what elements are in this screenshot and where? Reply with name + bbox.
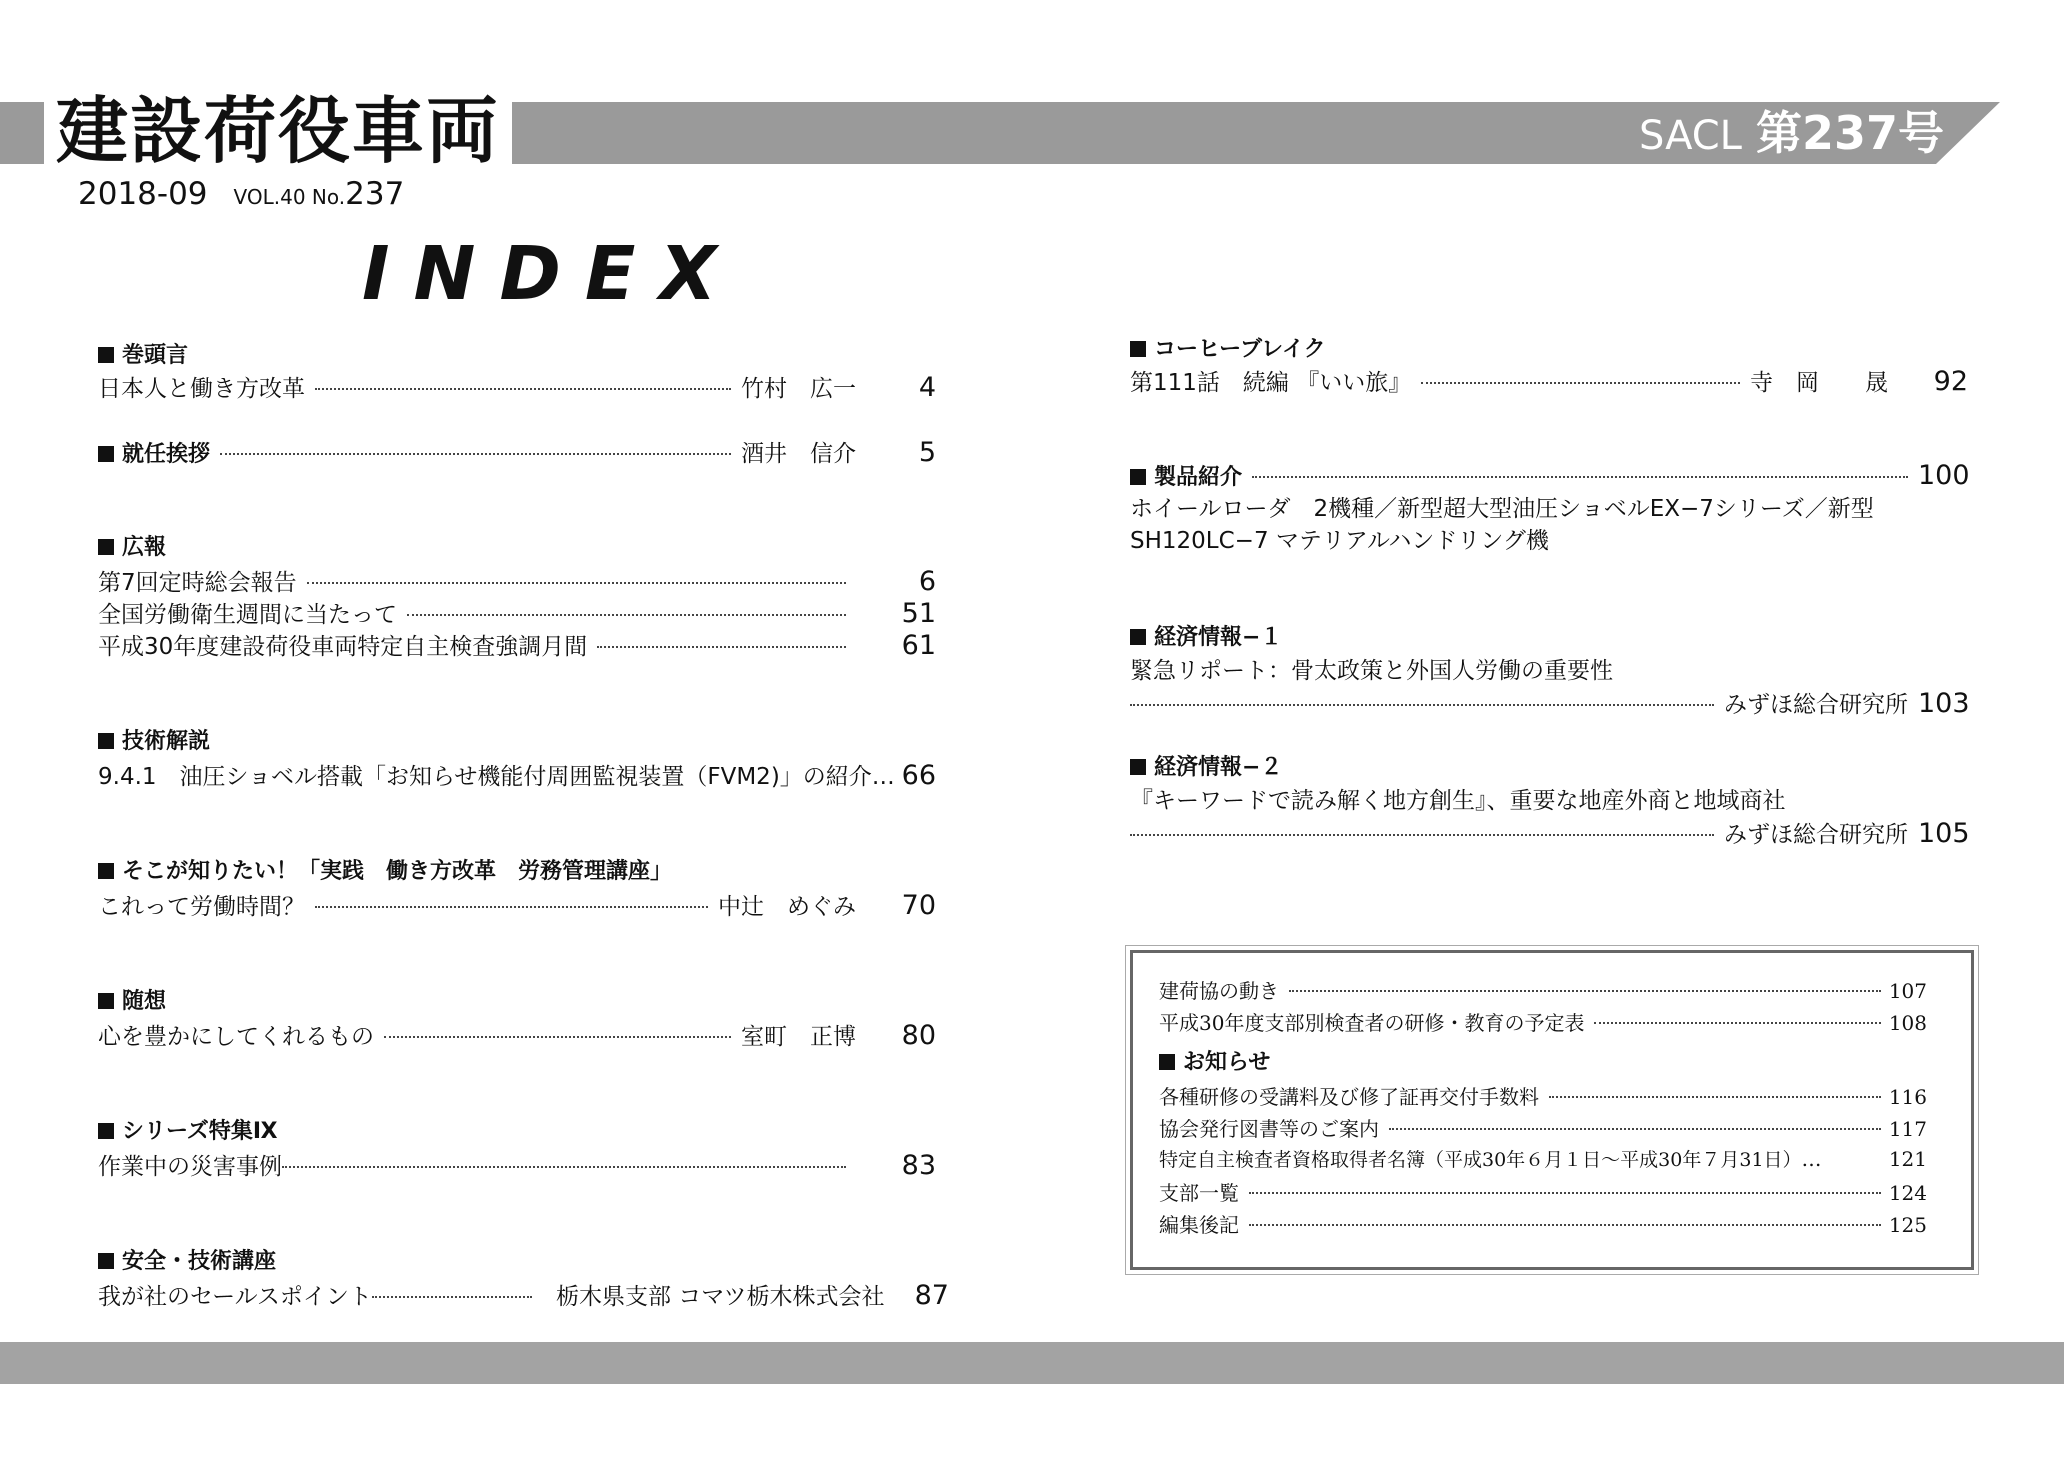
entry-label: 平成30年度建設荷役車両特定自主検査強調月間	[98, 634, 588, 660]
bullet-square-icon	[1130, 629, 1146, 645]
leader-dots	[315, 388, 731, 390]
leader-dots	[597, 646, 846, 648]
entry-author: 室町 正博	[741, 1024, 856, 1050]
entry-label: 平成30年度支部別検査者の研修・教育の予定表	[1159, 1011, 1585, 1035]
section-head-keizai2: 経済情報−２	[1130, 750, 1282, 781]
section-head-shuninaisatsu: 就任挨拶	[98, 437, 210, 468]
entry-page: 4	[918, 372, 936, 403]
entry-label: 各種研修の受講料及び修了証再交付手数料	[1159, 1085, 1539, 1109]
toc-entry[interactable]	[98, 564, 936, 597]
entry-page: 108	[1888, 1011, 1927, 1035]
leader-dots	[1421, 382, 1740, 384]
leader-dots	[1130, 834, 1714, 836]
footer-band	[0, 1342, 2064, 1384]
section-head-anzen: 安全・技術講座	[98, 1244, 276, 1275]
notice-box	[1130, 950, 1974, 1270]
entry-label: 日本人と働き方改革	[98, 376, 305, 402]
entry-page: 6	[918, 566, 936, 597]
leader-dots	[384, 1036, 731, 1038]
bullet-square-icon	[98, 1123, 114, 1139]
bullet-square-icon	[98, 1253, 114, 1269]
section-head-oshirase: お知らせ	[1159, 1045, 1270, 1076]
economy-1-title: 緊急リポート：骨太政策と外国人労働の重要性	[1130, 658, 1613, 684]
section-head-gijutsukaisetsu: 技術解説	[98, 724, 210, 755]
entry-author: みずほ総合研究所	[1724, 692, 1908, 718]
section-head-zuisou: 随想	[98, 984, 166, 1015]
entry-page: 121	[1888, 1147, 1927, 1171]
entry-page: 105	[1918, 818, 1970, 849]
economy-2-title: 『キーワードで読み解く地方創生』、重要な地産外商と地域商社	[1130, 788, 1786, 814]
toc-entry[interactable]	[1159, 975, 1927, 1004]
leader-dots	[1252, 476, 1908, 478]
entry-page: 70	[901, 890, 936, 921]
entry-page: 116	[1888, 1085, 1927, 1109]
entry-label: 建荷協の動き	[1159, 979, 1279, 1003]
toc-entry[interactable]	[98, 1148, 936, 1181]
toc-entry[interactable]	[1159, 1113, 1927, 1142]
leader-dots	[1249, 1192, 1881, 1194]
entry-page: 51	[901, 598, 936, 629]
issue-number: 第237号	[1755, 106, 1944, 160]
entry-label: 我が社のセールスポイント	[98, 1284, 372, 1310]
entry-label: 特定自主検査者資格取得者名簿（平成30年６月１日〜平成30年７月31日）	[1159, 1149, 1802, 1171]
bullet-square-icon	[98, 863, 114, 879]
toc-entry[interactable]	[98, 758, 936, 791]
leader-dots	[1549, 1096, 1881, 1098]
bullet-square-icon	[98, 446, 114, 462]
entry-label: 9.4.1 油圧ショベル搭載「お知らせ機能付周囲監視装置（FVM2)」の紹介…	[98, 764, 895, 790]
entry-page: 80	[901, 1020, 936, 1051]
volume-number: 237	[345, 176, 405, 212]
section-head-kantougen: 巻頭言	[98, 338, 188, 369]
entry-label: これって労働時間？	[98, 894, 305, 920]
entry-page: 61	[901, 630, 936, 661]
bullet-square-icon	[1130, 759, 1146, 775]
entry-page: 103	[1918, 688, 1970, 719]
bullet-square-icon	[98, 347, 114, 363]
leader-dots	[1130, 704, 1714, 706]
leader-dots	[372, 1296, 532, 1298]
toc-entry[interactable]	[1130, 364, 1968, 397]
section-head-keizai1: 経済情報−１	[1130, 620, 1282, 651]
bullet-square-icon	[1130, 341, 1146, 357]
toc-entry[interactable]: 特定自主検査者資格取得者名簿（平成30年６月１日〜平成30年７月31日） … 121	[1159, 1147, 1927, 1171]
issue-badge	[1639, 102, 1944, 164]
dateline	[78, 176, 404, 212]
entry-page: 107	[1888, 979, 1927, 1003]
leader-dots	[407, 614, 846, 616]
leader-dots	[1389, 1128, 1881, 1130]
issue-prefix: SACL	[1638, 113, 1742, 159]
entry-label: 編集後記	[1159, 1213, 1239, 1237]
entry-author: 寺 岡 晟	[1750, 370, 1888, 396]
volume-label: VOL.40 No.	[233, 185, 346, 209]
entry-label: 協会発行図書等のご案内	[1159, 1117, 1379, 1141]
toc-entry[interactable]	[98, 628, 936, 661]
toc-entry[interactable]	[1159, 1209, 1927, 1238]
leader-dots	[1289, 990, 1881, 992]
leader-dots	[315, 906, 708, 908]
toc-entry[interactable]	[1159, 1081, 1927, 1110]
toc-entry[interactable]	[1130, 460, 1968, 491]
magazine-title: 建設荷役車両	[44, 92, 512, 170]
product-line-1: ホイールローダ 2機種／新型超大型油圧ショベルEX−7シリーズ／新型	[1130, 496, 1874, 522]
bullet-square-icon	[98, 993, 114, 1009]
toc-entry[interactable]	[98, 370, 936, 403]
entry-author: 中辻 めぐみ	[718, 894, 856, 920]
entry-label: 作業中の災害事例	[98, 1154, 282, 1180]
entry-label: 第111話 続編 『いい旅』	[1130, 370, 1412, 396]
toc-entry[interactable]	[1159, 1007, 1927, 1036]
toc-entry[interactable]	[98, 1278, 949, 1311]
entry-page: 66	[901, 760, 936, 791]
bullet-square-icon	[1130, 469, 1146, 485]
entry-author: 竹村 広一	[741, 376, 856, 402]
entry-page: 124	[1888, 1181, 1927, 1205]
entry-page: 92	[1933, 366, 1968, 397]
issue-date: 2018-09	[78, 176, 208, 212]
entry-label: 支部一覧	[1159, 1181, 1239, 1205]
entry-page: 87	[914, 1280, 949, 1311]
section-head-coffeebreak: コーヒーブレイク	[1130, 332, 1326, 363]
entry-page: 100	[1918, 460, 1970, 491]
entry-page: 117	[1888, 1117, 1927, 1141]
entry-author: 酒井 信介	[741, 441, 856, 467]
entry-page: 125	[1888, 1213, 1927, 1237]
leader-dots	[307, 582, 846, 584]
entry-page: 5	[918, 437, 936, 468]
toc-entry[interactable]	[1130, 686, 1968, 719]
index-title: INDEX	[362, 231, 741, 317]
leader-dots	[1249, 1224, 1881, 1226]
entry-label: 全国労働衛生週間に当たって	[98, 602, 397, 628]
toc-entry[interactable]	[98, 596, 936, 629]
product-line-2: SH120LC−7 マテリアルハンドリング機	[1130, 528, 1549, 554]
toc-entry[interactable]	[1130, 816, 1968, 849]
section-head-seihinshoukai: 製品紹介	[1130, 460, 1242, 491]
entry-author: みずほ総合研究所	[1724, 822, 1908, 848]
section-head-kouhou: 広報	[98, 530, 166, 561]
leader-dots	[1594, 1022, 1881, 1024]
toc-entry[interactable]	[98, 435, 936, 468]
section-head-sokogashiritai: そこが知りたい！「実践 働き方改革 労務管理講座」	[98, 854, 672, 885]
bullet-square-icon	[1159, 1054, 1175, 1070]
leader-dots	[282, 1166, 846, 1168]
entry-label: 心を豊かにしてくれるもの	[98, 1024, 374, 1050]
toc-entry[interactable]	[98, 888, 936, 921]
entry-label: 第7回定時総会報告	[98, 570, 297, 596]
toc-entry[interactable]	[1159, 1177, 1927, 1206]
bullet-square-icon	[98, 539, 114, 555]
entry-author: 栃木県支部 コマツ栃木株式会社	[555, 1284, 885, 1310]
toc-entry[interactable]	[98, 1018, 936, 1051]
entry-page: 83	[901, 1150, 936, 1181]
bullet-square-icon	[98, 733, 114, 749]
leader-dots	[220, 453, 731, 455]
section-head-series: シリーズ特集Ⅸ	[98, 1114, 278, 1145]
